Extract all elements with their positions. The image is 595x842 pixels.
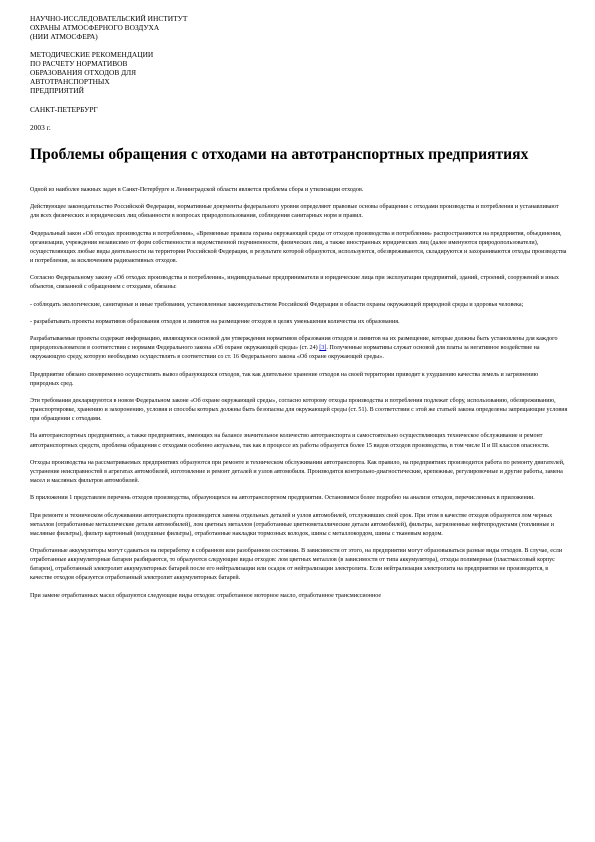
paragraph-with-reference [30, 335, 568, 362]
doc-type-line: ОБРАЗОВАНИЯ ОТХОДОВ ДЛЯ [30, 68, 137, 77]
paragraph: В приложении 1 представлен перечень отходов производства, образующихся на автотранспортном предприятии. Остановимся более подробно на анализе отходов, перечисленных в приложении. [30, 495, 535, 502]
page-title: Проблемы обращения с отходами на автотранспортных предприятиях [30, 146, 529, 163]
paragraph: - соблюдать экологические, санитарные и иные требования, установленные законодательством Российской Федерации в области охраны окружающей природной среды и здоровья человека; [30, 301, 524, 308]
org-line: (НИИ АТМОСФЕРА) [30, 32, 98, 41]
doc-type-line: ПО РАСЧЕТУ НОРМАТИВОВ [30, 59, 128, 68]
document-type-block [30, 50, 568, 95]
paragraph: При замене отработанных масел образуются следующие виды отходов: отработанное моторное масло, отработанное трансмиссионное [30, 592, 382, 599]
organization-block [30, 14, 568, 41]
paragraph: Действующее законодательство Российской Федерации, нормативные документы федерального уровня определяют правовые основы обращения с отходами производства и потребления и устанавливают для всех физических и юридических лиц обязанности в вопросах природопользования, соблюдения санитарных норм и правил. [30, 204, 559, 220]
paragraph: Одной из наиболее важных задач в Санкт-Петербурге и Ленинградской области является проблема сбора и утилизации отходов. [30, 187, 364, 193]
paragraph: - разрабатывать проекты нормативов образования отходов и лимитов на размещение отходов в целях уменьшения количества их образования. [30, 318, 400, 325]
paragraph: Отработанные аккумуляторы могут сдаваться на переработку в собранном или разобранном состоянии. В зависимости от этого, на предприятии могут образовываться разные виды отходов. В случае, если отработанные аккумуляторные батареи разбираются, то образуются следующие виды отходов: лом цветных металлов (в зависимости от типа аккумулятора), отходы полимерные (пластмассовый корпус батареи), отработанный электролит аккумуляторных батарей после его нейтрализации или осадок от нейтрализации электролита. Если нейтрализация электролита на предприятии не производится, в качестве отходов образуется отработанный электролит аккумуляторных батарей. [30, 548, 563, 582]
paragraph: На автотранспортных предприятиях, а также предприятиях, имеющих на балансе значительное количество автотранспорта и самостоятельно осуществляющих техническое обслуживание и ремонт автотранспортных средств, проблема обращения с отходами особенно актуальна, так как в процессе их работы образуется более 15 видов отходов производства, в том числе II и III классов опасности. [30, 433, 550, 449]
paragraph: Эти требования декларируются в новом Федеральном законе «Об охране окружающей среды», согласно которому отходы производства и потребления подлежат сбору, использованию, обезвреживанию, транспортировке, хранению и захоронению, условия и способы которых должны быть безопасны для окружающей среды (ст. 51). В соответствии с этой же статьей закона определены запрещающие условия при обращении с отходами. [30, 398, 568, 423]
paragraph: При ремонте и техническом обслуживании автотранспорта производится замена отдельных деталей и узлов автомобилей, отслуживших свой срок. При этом в качестве отходов образуются лом черных металлов (отработанные металлические детали автомобилей), лом цветных металлов (отработанные цветнометаллические детали автомобилей), фильтры, загрязненные нефтепродуктами (топливные и масляные фильтры), фильтр картонный (воздушные фильтры), отработанные накладки тормозных колодок, шины с металлокордом, шины с тканевым кордом. [30, 512, 555, 537]
paragraph: Федеральный закон «Об отходах производства и потребления», «Временные правила охраны окружающей среды от отходов производства и потребления» распространяются на предприятия, объединения, организации, учреждения независимо от форм собственности и ведомственной подчиненности, физических лиц, а также иностранных юридических лиц (далее именуются природопользователи), осуществляющих любые виды деятельности на территории Российской Федерации, в результате которой образуются, используются, обезвреживаются, складируются и захораниваются отходы производства и потребления, за исключением радиоактивных отходов. [30, 230, 567, 264]
org-line: НАУЧНО-ИССЛЕДОВАТЕЛЬСКИЙ ИНСТИТУТ [30, 14, 188, 23]
document-page [30, 14, 568, 609]
doc-type-line: ПРЕДПРИЯТИЙ [30, 86, 84, 95]
paragraph: Согласно Федеральному закону «Об отходах производства и потребления», индивидуальные предприниматели и юридические лица при эксплуатации предприятий, зданий, строений, сооружений и иных объектов, связанной с обращением с отходами, обязаны: [30, 275, 559, 291]
city-label: САНКТ-ПЕТЕРБУРГ [30, 105, 98, 114]
org-line: ОХРАНЫ АТМОСФЕРНОГО ВОЗДУХА [30, 23, 160, 32]
doc-type-line: МЕТОДИЧЕСКИЕ РЕКОМЕНДАЦИИ [30, 50, 154, 59]
doc-type-line: АВТОТРАНСПОРТНЫХ [30, 77, 110, 86]
reference-link[interactable]: [3] [319, 345, 327, 352]
year-label: 2003 г. [30, 123, 51, 132]
paragraph-text: . Полученные нормативы служат основой для платы за негативное воздействие на окружающую среду, которую необходимо осуществлять в соответствии со ст. 16 Федерального закона «Об охране окружающей среды». [30, 345, 540, 361]
paragraph: Отходы производства на рассматриваемых предприятиях образуются при ремонте и техническом обслуживании автотранспорта. Как правило, на предприятиях производится работа по ремонту двигателей, устранение неисправностей в агрегатах автомобилей, изготовление и ремонт деталей и узлов автомобиля. Производятся контрольно-диагностические, крепежные, регулировочные и другие работы, замена масел и масляных фильтров автомобилей. [30, 459, 565, 485]
paragraph: Предприятие обязано своевременно осуществлять вывоз образующихся отходов, так как длительное хранение отходов на своей территории приводит к ухудшению качества земель и загрязнению природных сред. [30, 371, 539, 387]
paragraph-text: Разрабатываемые проекты содержат информацию, являющуюся основой для утверждения нормативов образования отходов и лимитов на их размещение, которые должны быть установлены для каждого природопользователя в соответствии с нормами Федерального закона «Об охране окружающей среды» (ст. 24) [30, 336, 558, 352]
